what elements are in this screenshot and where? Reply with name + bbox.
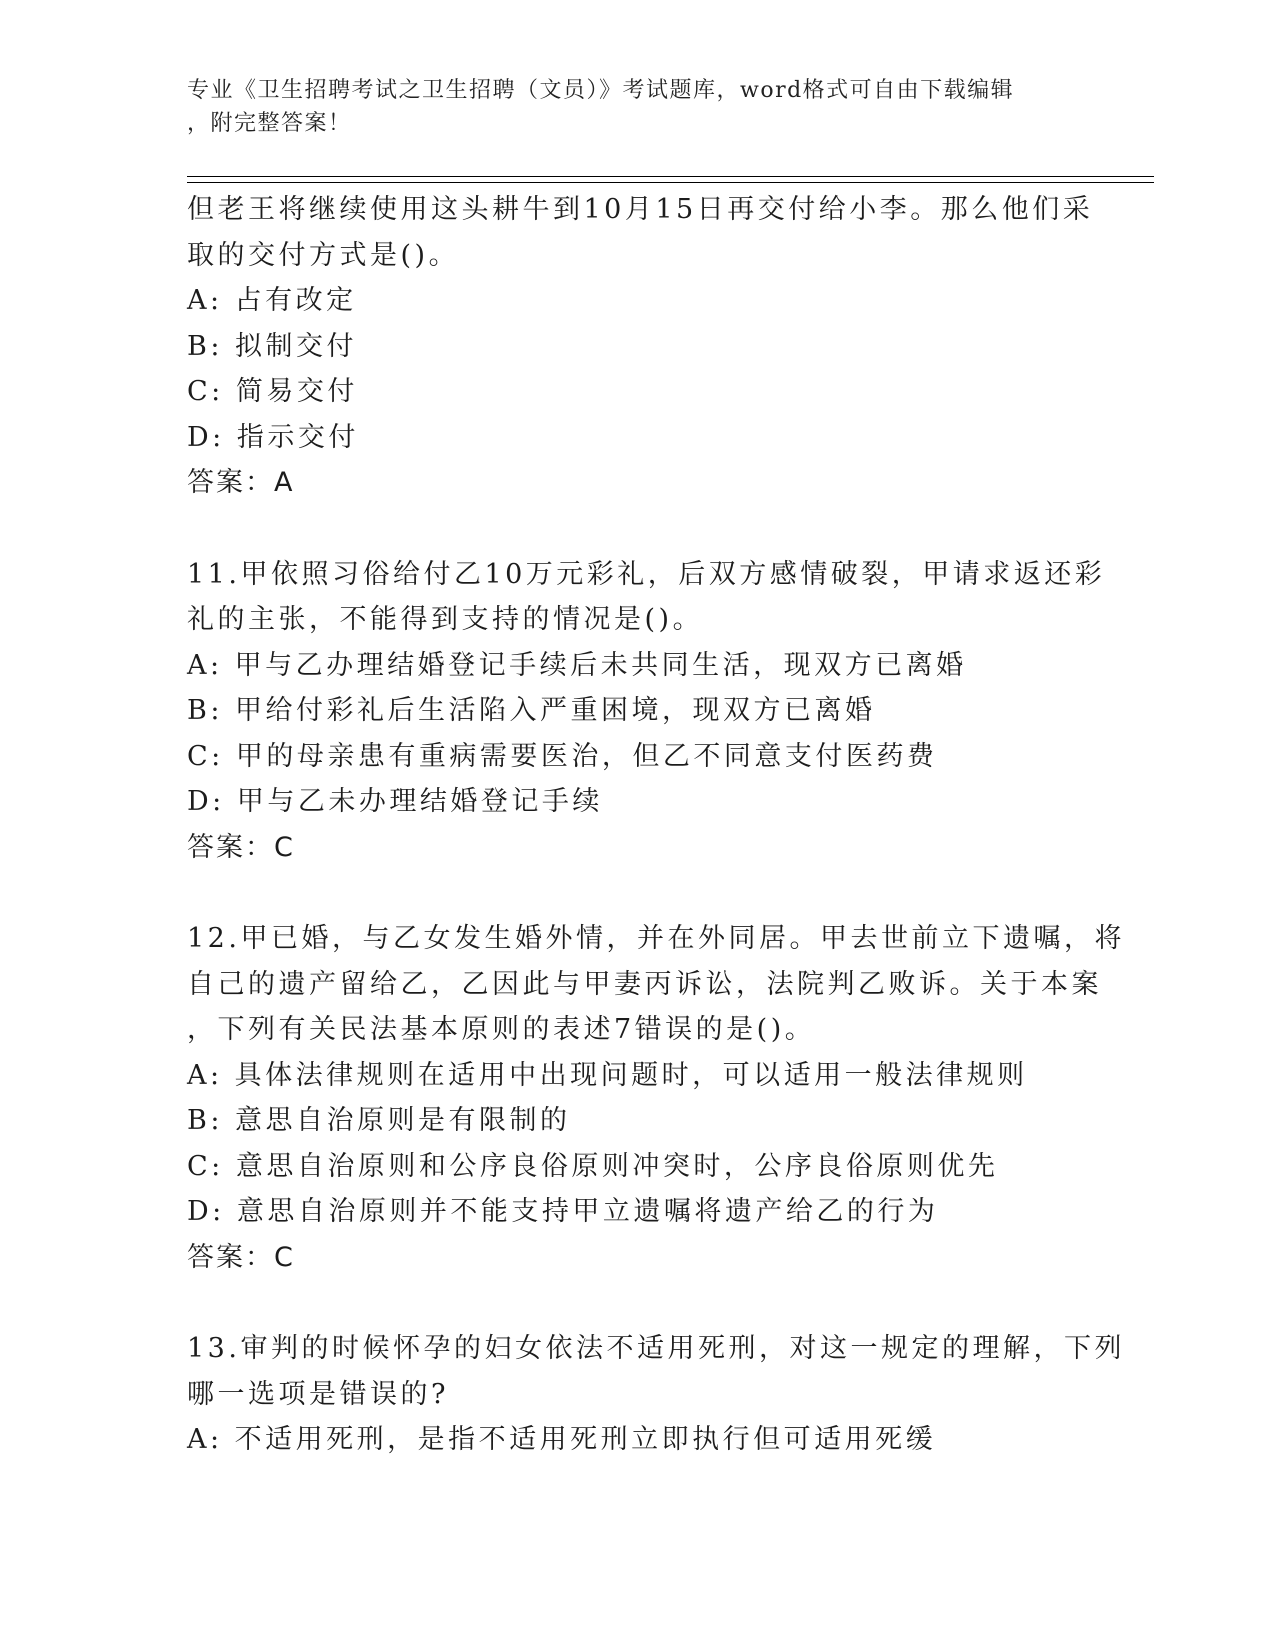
header-divider-bottom xyxy=(187,182,1154,183)
question-text: 礼的主张，不能得到支持的情况是()。 xyxy=(187,604,704,635)
question-text: 哪一选项是错误的? xyxy=(187,1378,449,1410)
question-11 xyxy=(187,552,1106,871)
option-b: B: 意思自治原则是有限制的 xyxy=(187,1105,571,1136)
option-a: A: 甲与乙办理结婚登记手续后未共同生活，现双方已离婚 xyxy=(187,649,967,681)
option-c: C: 甲的母亲患有重病需要医治，但乙不同意支付医药费 xyxy=(187,740,938,772)
option-b: B: 甲给付彩礼后生活陷入严重困境，现双方已离婚 xyxy=(187,695,876,726)
spacer xyxy=(187,1280,1087,1326)
question-text: 取的交付方式是()。 xyxy=(187,239,460,271)
question-text: 但老王将继续使用这头耕牛到10月15日再交付给小李。那么他们采 xyxy=(187,194,1094,225)
question-12 xyxy=(187,916,1125,1280)
question-text: 12.甲已婚，与乙女发生婚外情，并在外同居。甲去世前立下遗嘱，将 xyxy=(187,923,1125,954)
document-header xyxy=(187,74,1087,140)
question-content xyxy=(187,187,1125,1463)
question-13 xyxy=(187,1326,1125,1463)
option-c: C: 简易交付 xyxy=(187,376,358,407)
answer: 答案：C xyxy=(187,1241,295,1273)
option-a: A: 占有改定 xyxy=(187,285,357,316)
option-d: D: 指示交付 xyxy=(187,421,359,453)
question-text: 13.审判的时候怀孕的妇女依法不适用死刑，对这一规定的理解，下列 xyxy=(187,1333,1125,1364)
option-c: C: 意思自治原则和公序良俗原则冲突时，公序良俗原则优先 xyxy=(187,1150,999,1182)
question-text: 自己的遗产留给乙，乙因此与甲妻丙诉讼，法院判乙败诉。关于本案 xyxy=(187,968,1102,1000)
question-text: ，下列有关民法基本原则的表述7错误的是()。 xyxy=(187,1014,816,1045)
option-b: B: 拟制交付 xyxy=(187,330,358,362)
option-d: D: 意思自治原则并不能支持甲立遗嘱将遗产给乙的行为 xyxy=(187,1196,939,1227)
option-a: A: 不适用死刑，是指不适用死刑立即执行但可适用死缓 xyxy=(187,1424,937,1455)
header-line-2: ，附完整答案！ xyxy=(187,111,352,136)
header-divider-top xyxy=(187,176,1154,177)
option-a: A: 具体法律规则在适用中出现问题时，可以适用一般法律规则 xyxy=(187,1059,1028,1091)
header-line-1: 专业《卫生招聘考试之卫生招聘（文员）》考试题库，word格式可自由下载编辑 xyxy=(187,78,1015,103)
question-10 xyxy=(187,187,1094,506)
option-d: D: 甲与乙未办理结婚登记手续 xyxy=(187,786,603,817)
answer: 答案：C xyxy=(187,831,295,863)
spacer xyxy=(187,506,1087,552)
answer: 答案：A xyxy=(187,467,295,498)
question-text: 11.甲依照习俗给付乙10万元彩礼，后双方感情破裂，甲请求返还彩 xyxy=(187,558,1106,590)
spacer xyxy=(187,870,1087,916)
